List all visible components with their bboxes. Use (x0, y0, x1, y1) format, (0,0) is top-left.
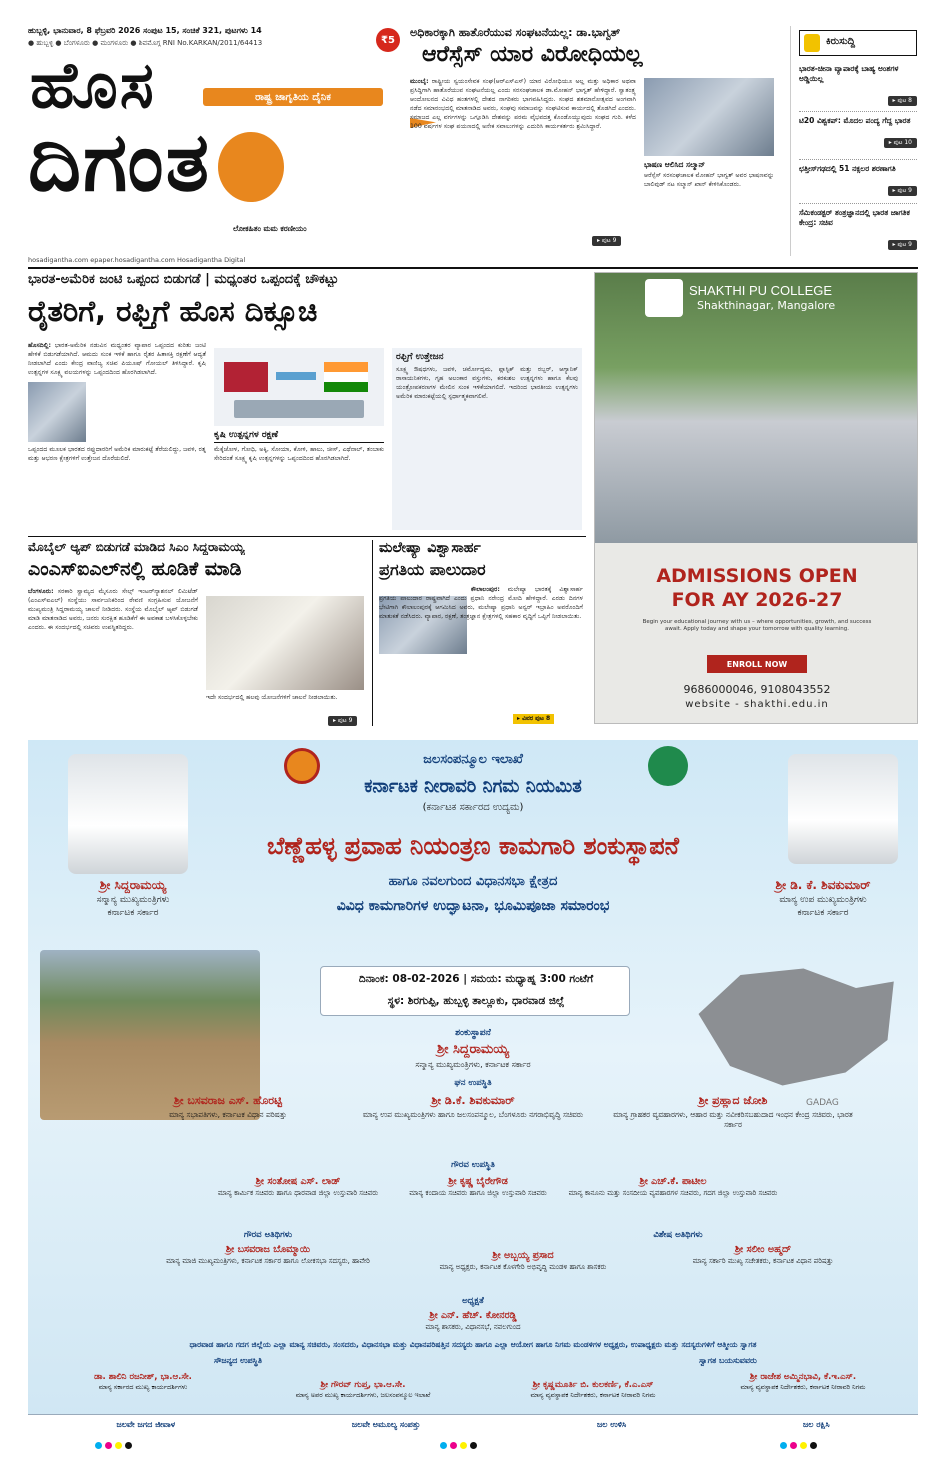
malaysia-headline: ಪ್ರಗತಿಯ ಪಾಲುದಾರ (379, 560, 486, 579)
ghana-guest: ಶ್ರೀ ಪ್ರಹ್ಲಾದ ಜೋಶಿ ಮಾನ್ಯ ಗ್ರಾಹಕರ ವ್ಯವಹಾರಗಳು, ಆಹಾರ ಮತ್ತು ನವೀಕರಿಸಬಹುದಾದ ಇಂಧನ ಕೇಂದ್ರ ಸಚಿವರು, ಭಾರತ ಸರ್ಕಾರ (613, 1094, 853, 1129)
enroll-button[interactable]: ENROLL NOW (707, 655, 807, 673)
ghana-label: ಘನ ಉಪಸ್ಥಿತಿ (454, 1078, 492, 1088)
registration-marks-left (95, 1442, 132, 1449)
trade-story (28, 272, 586, 534)
rss-kicker: ಅಧಿಕಾರಕ್ಕಾಗಿ ಹಾತೊರೆಯುವ ಸಂಘಟನೆಯಲ್ಲ: ಡಾ.ಭಾಗ್ವತ್ (410, 26, 621, 39)
editions: ● ಹುಬ್ಬಳ್ಳಿ ● ಬೆಂಗಳೂರು ● ಮಂಗಳೂರು ● ಶಿವಮೊಗ್ಗ RNI No.KARKAN/2011/64413 (28, 39, 263, 47)
dcm-portrait (788, 754, 898, 864)
kirusuddi-item[interactable]: ಸೆಮಿಕಂಡಕ್ಟರ್ ತಂತ್ರಜ್ಞಾನದಲ್ಲಿ ಭಾರತ ಜಾಗತಿಕ ಕೇಂದ್ರ: ಸಚಿವ ▸ ಪುಟ 9 (799, 204, 917, 256)
kirusuddi-box (790, 26, 918, 256)
invite-line: ಧಾರವಾಡ ಹಾಗೂ ಗದಗ ಜಿಲ್ಲೆಯ ಎಲ್ಲಾ ಮಾನ್ಯ ಸಚಿವರು, ಸಂಸದರು, ವಿಧಾನಸಭಾ ಮತ್ತು ವಿಧಾನಪರಿಷತ್ತಿನ ಸದಸ್ಯರು ಹಾಗೂ ಎಲ್ಲಾ ಆಯೋಗ ಹಾಗೂ ನಿಗಮ ಮಂಡಳಿಗಳ ಅಧ್ಯಕ್ಷರು, ಉಪಾಧ್ಯಕ್ಷರು ಮತ್ತು ಸದಸ್ಯರುಗಳಿಗೆ ಆತ್ಮೀಯ ಸ್ವಾಗತ (189, 1340, 757, 1349)
ghana-guest: ಶ್ರೀ ಡಿ.ಕೆ. ಶಿವಕುಮಾರ್ ಮಾನ್ಯ ಉಪ ಮುಖ್ಯಮಂತ್ರಿಗಳು ಹಾಗೂ ಜಲಸಂಪನ್ಮೂಲ, ಬೆಂಗಳೂರು ನಗರಾಭಿವೃದ್ಧಿ ಸಚಿವರು (362, 1094, 584, 1119)
official-left: ಶ್ರೀ ಗೌರವ್ ಗುಪ್ತ, ಭಾ.ಆ.ಸೇ. ಮಾನ್ಯ ಅಪರ ಮುಖ್ಯ ಕಾರ್ಯದರ್ಶಿಗಳು, ಜಲಸಂಪನ್ಮೂಲ ಇಲಾಖೆ (295, 1380, 431, 1399)
agri-box-head: ಕೃಷಿ ಉತ್ಪನ್ನಗಳ ರಕ್ಷಣೆ (214, 430, 384, 443)
ad-footer (28, 1414, 918, 1435)
truck-icon (234, 400, 364, 418)
price-badge: ₹5 (376, 28, 400, 52)
msil-headline: ಎಂಎಸ್‌ಐಎಲ್‌ನಲ್ಲಿ ಹೂಡಿಕೆ ಮಾಡಿ (28, 558, 242, 580)
gaurava-guest: ಶ್ರೀ ಎಚ್.ಕೆ. ಪಾಟೀಲ ಮಾನ್ಯ ಕಾನೂನು ಮತ್ತು ಸಂಸದೀಯ ವ್ಯವಹಾರಗಳ ಸಚಿವರು, ಗದಗ ಜಿಲ್ಲಾ ಉಸ್ತುವಾರಿ ಸಚಿವರು (568, 1176, 778, 1197)
msil-page-ref[interactable]: ▸ ಪುಟ 9 (328, 716, 357, 726)
us-container (224, 362, 268, 392)
event-info-box (320, 966, 630, 1016)
atithi-label: ಗೌರವ ಅತಿಥಿಗಳು (243, 1230, 293, 1240)
main-title: ಬೆಣ್ಣೆಹಳ್ಳ ಪ್ರವಾಹ ನಿಯಂತ್ರಣ ಕಾಮಗಾರಿ ಶಂಕುಸ್ಥಾಪನೆ (267, 832, 679, 860)
rss-body (410, 78, 636, 248)
kirusuddi-list (799, 64, 917, 256)
title-top: ಹೊಸ (30, 49, 156, 123)
malaysia-body: ಕೌಲಾಲಂಪುರ: ಮಲೇಷ್ಯಾ ಭಾರತಕ್ಕೆ ವಿಶ್ವಾಸಾರ್ಹ ಪ್ರಗತಿಯ ಪಾಲುದಾರ ರಾಷ್ಟ್ರವಾಗಿದೆ ಎಂದು ಪ್ರಧಾನಿ ನರೇಂದ್ರ ಮೋದಿ ಹೇಳಿದ್ದಾರೆ. ಎರಡು ದಿನಗಳ ಭೇಟಿಗಾಗಿ ಕೌಲಾಲಂಪುರಕ್ಕೆ ಆಗಮಿಸಿದ ಅವರು, ಮಲೇಷ್ಯಾ ಪ್ರಧಾನಿ ಅನ್ವರ್ ಇಬ್ರಾಹಿಂ ಅವರೊಂದಿಗೆ ಮಾತುಕತೆ ನಡೆಸಿದರು. ವ್ಯಾಪಾರ, ರಕ್ಷಣೆ, ತಂತ್ರಜ್ಞಾನ ಕ್ಷೇತ್ರಗಳಲ್ಲಿ ಸಹಕಾರ ವೃದ್ಧಿಗೆ ಒಪ್ಪಿಗೆ ನೀಡಲಾಯಿತು. (379, 586, 583, 620)
adhyaksha-guest: ಶ್ರೀ ಎನ್. ಹೆಚ್. ಕೋನರಡ್ಡಿ ಮಾನ್ಯ ಶಾಸಕರು, ವಿಧಾನಸಭೆ, ನವಲಗುಂದ (425, 1310, 521, 1331)
sannidhya-label: ಸೌಜನ್ಯದ ಉಪಸ್ಥಿತಿ (214, 1356, 262, 1365)
dcm-name: ಶ್ರೀ ಡಿ. ಕೆ. ಶಿವಕುಮಾರ್ (775, 878, 871, 892)
shanku-role: ಸನ್ಮಾನ್ಯ ಮುಖ್ಯಮಂತ್ರಿಗಳು, ಕರ್ನಾಟಕ ಸರ್ಕಾರ (415, 1060, 531, 1069)
masthead (28, 26, 398, 241)
adhyaksha-label: ಅಧ್ಯಕ್ಷತೆ (462, 1296, 484, 1306)
agri-box-body: ಮೆಕ್ಕೆಜೋಳ, ಗೋಧಿ, ಅಕ್ಕಿ, ಸೋಯಾ, ಕೋಳಿ, ಹಾಲು, ಚೀಸ್, ಎಥೆನಾಲ್, ತಂಬಾಕು ಸೇರಿದಂತೆ ಸೂಕ್ಷ್ಮ ಕೃಷಿ ಉತ್ಪನ್ನಗಳನ್ನು ಒಪ್ಪಂದದಿಂದ ಹೊರಗಿಡಲಾಗಿದೆ. (214, 446, 384, 462)
gaurava-guest: ಶ್ರೀ ಕೃಷ್ಣ ಬೈರೇಗೌಡ ಮಾನ್ಯ ಕಂದಾಯ ಸಚಿವರು ಹಾಗೂ ಜಿಲ್ಲಾ ಉಸ್ತುವಾರಿ ಸಚಿವರು (409, 1176, 547, 1197)
admissions-title: ADMISSIONS OPEN (656, 565, 858, 587)
sub-title-2: ವಿವಿಧ ಕಾಮಗಾರಿಗಳ ಉದ್ಘಾಟನಾ, ಭೂಮಿಪೂಜಾ ಸಮಾರಂಭ (336, 898, 610, 914)
official-right: ಶ್ರೀ ಕೃಷ್ಣಮೂರ್ತಿ ಬಿ. ಕುಲಕರ್ಣಿ, ಕೆ.ಎ.ಎಸ್ ಮಾನ್ಯ ವ್ಯವಸ್ಥಾಪಕ ನಿರ್ದೇಶಕರು, ಕರ್ನಾಟಕ ನೀರಾವರಿ ನಿಗಮ (530, 1380, 656, 1399)
admissions-year: FOR AY 2026-27 (671, 589, 843, 611)
map-label: GADAG (806, 1098, 839, 1108)
arrow-icon (276, 372, 316, 380)
kirusuddi-item[interactable]: ಟಿ20 ವಿಶ್ವಕಪ್: ಮೊದಲ ಪಂದ್ಯ ಗೆದ್ದ ಭಾರತ ▸ ಪುಟ 10 (799, 112, 917, 160)
vishesha-label: ವಿಶೇಷ ಅತಿಥಿಗಳು (653, 1230, 703, 1240)
shakthi-ad[interactable] (594, 272, 918, 724)
sub-title-1: ಹಾಗೂ ನವಲಗುಂದ ವಿಧಾನಸಭಾ ಕ್ಷೇತ್ರದ (388, 874, 558, 889)
tagline: ರಾಷ್ಟ್ರ ಜಾಗೃತಿಯ ದೈನಿಕ (203, 88, 383, 106)
msil-body: ಬೆಂಗಳೂರು: ಸರಕಾರಿ ಸ್ವಾಮ್ಯದ ಮೈಸೂರು ಸೇಲ್ಸ್ ಇಂಟರ್‌ನ್ಯಾಶನಲ್ ಲಿಮಿಟೆಡ್ (ಎಂಎಸ್‌ಐಎಲ್) ಸಂಸ್ಥೆಯು ಸಾರ್ವಜನಿಕರಿಂದ ಠೇವಣಿ ಸಂಗ್ರಹಿಸುವ ಯೋಜನೆಗೆ ಮುಖ್ಯಮಂತ್ರಿ ಸಿದ್ದರಾಮಯ್ಯ ಚಾಲನೆ ನೀಡಿದರು. ಸಂಸ್ಥೆಯ ಮೊಬೈಲ್ ಆ್ಯಪ್ ಬಿಡುಗಡೆ ಮಾಡಿ ಮಾತನಾಡಿದ ಅವರು, ಜನರು ಸುರಕ್ಷಿತ ಹೂಡಿಕೆಗೆ ಈ ಅವಕಾಶ ಬಳಸಿಕೊಳ್ಳಬೇಕು ಎಂದರು. ಈ ಸಂದರ್ಭದಲ್ಲಿ ಸಚಿವರು ಉಪಸ್ಥಿತರಿದ್ದರು. (28, 588, 198, 631)
cm-app-launch-photo (206, 596, 364, 690)
rss-headline: ಆರೆಸ್ಸೆಸ್ ಯಾರ ವಿರೋಧಿಯಲ್ಲ (422, 42, 643, 67)
export-box (392, 348, 582, 530)
kirusuddi-item[interactable]: ಛತ್ತೀಸ್‌ಗಢದಲ್ಲಿ 51 ನಕ್ಸಲರ ಶರಣಾಗತಿ ▸ ಪುಟ 9 (799, 160, 917, 204)
lead-story-rss (402, 26, 782, 254)
dcm-govt: ಕರ್ನಾಟಕ ಸರ್ಕಾರ (797, 908, 849, 918)
rss-photo-caption-head: ಭಾಷಣ ಆಲಿಸಿದ ಸಲ್ಮಾನ್ (644, 160, 706, 169)
official-left: ಡಾ. ಶಾಲಿನಿ ರಜನೀಶ್, ಭಾ.ಆ.ಸೇ. ಮಾನ್ಯ ಸರ್ಕಾರದ ಮುಖ್ಯ ಕಾರ್ಯದರ್ಶಿಗಳು (94, 1372, 192, 1391)
goyal-photo (28, 382, 86, 442)
footer-slogan: ಜಲವೇ ಅಮೂಲ್ಯ ಸಂಪತ್ತು (351, 1420, 421, 1429)
college-blurb: Begin your educational journey with us – where opportunities, growth, and success await. Apply today and shape your tomorrow with quality learning. (642, 619, 872, 633)
cm-govt: ಕರ್ನಾಟಕ ಸರ್ಕಾರ (107, 908, 159, 918)
centre-guest: ಶ್ರೀ ಅಬ್ಬಯ್ಯ ಪ್ರಸಾದ ಮಾನ್ಯ ಅಧ್ಯಕ್ಷರು, ಕರ್ನಾಟಕ ಕೊಳಗೇರಿ ಅಭಿವೃದ್ಧಿ ಮಂಡಳಿ ಹಾಗೂ ಶಾಸಕರು (439, 1250, 607, 1271)
hand-icon (804, 34, 820, 52)
college-location: Shakthinagar, Mangalore (697, 299, 836, 312)
cm-role: ಸನ್ಮಾನ್ಯ ಮುಖ್ಯಮಂತ್ರಿಗಳು (96, 895, 170, 905)
india-container (324, 362, 368, 392)
trade-dateline: ಹೊಸದಿಲ್ಲಿ: (28, 342, 51, 349)
agri-box (214, 430, 384, 530)
footer-slogan: ಜಲ ರಕ್ಷಿಸಿ (802, 1420, 830, 1429)
rss-body-text: ರಾಷ್ಟ್ರೀಯ ಸ್ವಯಂಸೇವಕ ಸಂಘ(ಆರ್‌ಎಸ್‌ಎಸ್) ಯಾರ ವಿರೋಧಿಯೂ ಅಲ್ಲ ಮತ್ತು ಅಧಿಕಾರ ಅಥವಾ ಪ್ರಸಿದ್ಧಿಗಾಗಿ ಹಾತೊರೆಯುವ ಸಂಘಟನೆಯಲ್ಲ ಎಂದು ಸರಸಂಘಚಾಲಕ ಡಾ.ಮೋಹನ್ ಭಾಗ್ವತ್ ಹೇಳಿದ್ದಾರೆ. ಸ್ವಾತಂತ್ರ್ಯ ಆಂದೋಲನದ ವಿವಿಧ ಹಂತಗಳಲ್ಲಿ ದೇಶದ ನಾಗರಿಕರು ಭಾಗವಹಿಸಿದ್ದರು. ಸಂಘದ ಶತಮಾನೋತ್ಸವದ ಅಂಗವಾಗಿ ನಡೆದ ಸಮಾರಂಭದಲ್ಲಿ ಮಾತನಾಡಿದ ಅವರು, ಸಂಘವು ಸಮಾಜವನ್ನು ಸಂಘಟಿಸುವ ಕಾರ್ಯದಲ್ಲಿ ತೊಡಗಿದೆ ಎಂದರು. ಸಮಾಜದ ಎಲ್ಲ ವರ್ಗಗಳನ್ನು ಒಗ್ಗೂಡಿಸಿ ದೇಶವನ್ನು ಪರಮ ವೈಭವದತ್ತ ಕೊಂಡೊಯ್ಯುವುದು ಸಂಘದ ಗುರಿ. ಕಳೆದ 100 ವರ್ಷಗಳ ಸಂಘ ಪಯಣದಲ್ಲಿ ಅನೇಕ ಸವಾಲುಗಳನ್ನು ಎದುರಿಸಿ ಕಾರ್ಯಕರ್ತರು ಶ್ರಮಿಸಿದ್ದಾರೆ. (410, 78, 636, 130)
kirusuddi-item[interactable]: ಭಾರತ-ಚೀನಾ ವ್ಯಾಪಾರಕ್ಕೆ ಬಾಹ್ಯ ಅಂಶಗಳ ಅಡ್ಡಿಯಿಲ್ಲ ▸ ಪುಟ 8 (799, 64, 917, 112)
footer-slogan: ಜಲ ಉಳಿಸಿ (596, 1420, 627, 1429)
college-phones: 9686000046, 9108043552 (683, 683, 831, 696)
malaysia-page-ref[interactable]: ▸ ವಿವರ ಪುಟ 8 (513, 714, 554, 724)
corp-sub: (ಕರ್ನಾಟಕ ಸರ್ಕಾರದ ಉದ್ಯಮ) (422, 802, 524, 813)
footer-slogan: ಜಲವೇ ಜಗದ ಜೀವಾಳ (116, 1420, 176, 1429)
msil-story (28, 540, 366, 726)
dcm-role: ಮಾನ್ಯ ಉಪ ಮುಖ್ಯಮಂತ್ರಿಗಳು (779, 895, 867, 905)
shanku-name: ಶ್ರೀ ಸಿದ್ದರಾಮಯ್ಯ (437, 1042, 509, 1057)
masthead-divider (28, 267, 918, 269)
motto: ಲೋಕಹಿತಂ ಮಮ ಕರಣೀಯಂ (233, 224, 307, 233)
shanku-label: ಶಂಕುಸ್ಥಾಪನೆ (455, 1028, 491, 1038)
export-box-body: ಸೂಕ್ಷ್ಮ ಔಷಧಗಳು, ಜವಳಿ, ಚರ್ಮೋದ್ಯಮ, ಪ್ಲಾಸ್ಟಿಕ್ ಮತ್ತು ರಬ್ಬರ್, ಆಗ್ಯಾನಿಕ್ ರಾಸಾಯನಿಕಗಳು, ಗೃಹ ಅಲಂಕಾರ ವಸ್ತುಗಳು, ಕರಕುಶಲ ಉತ್ಪನ್ನಗಳು ಹಾಗೂ ಕೆಲವು ಯಂತ್ರೋಪಕರಣಗಳ ಮೇಲಿನ ಸುಂಕ ಇಳಿಕೆಯಾಗಲಿದೆ. ಇದರಿಂದ ಭಾರತೀಯ ಉತ್ಪನ್ನಗಳು ಅಮೆರಿಕ ಮಾರುಕಟ್ಟೆಯಲ್ಲಿ ಸ್ಪರ್ಧಾತ್ಮಕವಾಗಲಿವೆ. (396, 366, 578, 400)
bhagwat-photo (644, 78, 774, 156)
kirusuddi-title: ಕಿರುಸುದ್ದಿ (826, 36, 856, 47)
college-logo (645, 279, 683, 317)
msil-caption: ಇದೇ ಸಂದರ್ಭದಲ್ಲಿ ಹಲವು ಯೋಜನೆಗಳಿಗೆ ಚಾಲನೆ ನೀಡಲಾಯಿತು. (206, 694, 338, 701)
rss-photo-caption: ಆರೆಸ್ಸೆಸ್ ಸರಸಂಘಚಾಲಕ ಮೋಹನ್ ಭಾಗ್ವತ್ ಅವರ ಭಾಷಣವನ್ನು ಬಾಲಿವುಡ್ ನಟ ಸಲ್ಮಾನ್ ಖಾನ್ ಕೇಳಿಸಿಕೊಂಡರು. (644, 172, 774, 188)
malaysia-kicker: ಮಲೇಷ್ಯಾ ವಿಶ್ವಾಸಾರ್ಹ (379, 540, 481, 556)
web-links[interactable]: hosadigantha.com epaper.hosadigantha.com Hosadigantha Digital (28, 256, 246, 264)
cm-name: ಶ್ರೀ ಸಿದ್ದರಾಮಯ್ಯ (99, 878, 167, 892)
india-map-logo (218, 132, 284, 202)
college-name: SHAKTHI PU COLLEGE (689, 283, 833, 298)
atithi-guest: ಶ್ರೀ ಬಸವರಾಜ ಬೊಮ್ಮಾಯಿ ಮಾನ್ಯ ಮಾಜಿ ಮುಖ್ಯಮಂತ್ರಿಗಳು, ಕರ್ನಾಟಕ ಸರ್ಕಾರ ಹಾಗೂ ಲೋಕಸಭಾ ಸದಸ್ಯರು, ಹಾವೇರಿ (166, 1244, 370, 1265)
rss-page-ref[interactable]: ▸ ಪುಟ 9 (592, 236, 621, 246)
trade-headline: ರೈತರಿಗೆ, ರಫ್ತಿಗೆ ಹೊಸ ದಿಕ್ಸೂಚಿ (28, 294, 318, 328)
event-date: ದಿನಾಂಕ: 08-02-2026 | ಸಮಯ: ಮಧ್ಯಾಹ್ನ 3:00 ಗಂಟೆಗೆ (358, 973, 594, 985)
trade-kicker: ಭಾರತ-ಅಮೆರಿಕ ಜಂಟಿ ಒಪ್ಪಂದ ಬಿಡುಗಡೆ | ಮಧ್ಯಂತರ ಒಪ್ಪಂದಕ್ಕೆ ಚೌಕಟ್ಟು (28, 272, 339, 287)
trade-graphic (214, 348, 384, 426)
irrigation-ad (28, 740, 918, 1435)
district-map (688, 962, 898, 1092)
ghana-guest: ಶ್ರೀ ಬಸವರಾಜ ಎಸ್. ಹೊರಟ್ಟಿ ಮಾನ್ಯ ಸಭಾಪತಿಗಳು, ಕರ್ನಾಟಕ ವಿಧಾನ ಪರಿಷತ್ತು (169, 1094, 287, 1119)
vishesha-guest: ಶ್ರೀ ಸಲೀಂ ಅಹ್ಮದ್ ಮಾನ್ಯ ಸರ್ಕಾರಿ ಮುಖ್ಯ ಸಚೇತಕರು, ಕರ್ನಾಟಕ ವಿಧಾನ ಪರಿಷತ್ತು (692, 1244, 834, 1265)
dept-name: ಜಲಸಂಪನ್ಮೂಲ ಇಲಾಖೆ (423, 752, 523, 767)
corp-name: ಕರ್ನಾಟಕ ನೀರಾವರಿ ನಿಗಮ ನಿಯಮಿತ (364, 776, 582, 797)
title-bottom: ದಿಗಂತ (28, 115, 212, 210)
registration-marks-mid (440, 1442, 477, 1449)
college-website[interactable]: website - shakthi.edu.in (685, 699, 829, 710)
event-venue: ಸ್ಥಳ: ಶಿರಗುಪ್ಪಿ, ಹುಬ್ಬಳ್ಳಿ ತಾಲ್ಲೂಕು, ಧಾರವಾಡ ಜಿಲ್ಲೆ (387, 995, 565, 1007)
trade-divider (28, 536, 586, 537)
rss-dateline: ಮುಂಬೈ: (410, 78, 429, 85)
official-right: ಶ್ರೀ ರಾಜೇಶ ಅಮ್ಮಿನಭಾವಿ, ಕೆ.ಇ.ಎಸ್. ಮಾನ್ಯ ವ್ಯವಸ್ಥಾಪಕ ನಿರ್ದೇಶಕರು, ಕರ್ನಾಟಕ ನೀರಾವರಿ ನಿಗಮ (740, 1372, 866, 1391)
campus-photo (595, 273, 918, 543)
msil-kicker: ಮೊಬೈಲ್ ಆ್ಯಪ್ ಬಿಡುಗಡೆ ಮಾಡಿದ ಸಿಎಂ ಸಿದ್ದರಾಮಯ್ಯ (28, 540, 245, 554)
trade-body-col: ಹೊಸದಿಲ್ಲಿ: ಭಾರತ-ಅಮೆರಿಕ ನಡುವಿನ ಮಧ್ಯಂತರ ವ್ಯಾಪಾರ ಒಪ್ಪಂದದ ಕುರಿತು ಜಂಟಿ ಹೇಳಿಕೆ ಬಿಡುಗಡೆಯಾಗಿದೆ. ಆಮದು ಸುಂಕ ಇಳಿಕೆ ಹಾಗೂ ರೈತರ ಹಿತಾಸಕ್ತಿ ರಕ್ಷಣೆಗೆ ಆದ್ಯತೆ ನೀಡಲಾಗಿದೆ ಎಂದು ಕೇಂದ್ರ ವಾಣಿಜ್ಯ ಸಚಿವ ಪಿಯೂಷ್ ಗೋಯಲ್ ತಿಳಿಸಿದ್ದಾರೆ. ಕೃಷಿ ಉತ್ಪನ್ನಗಳ ಸೂಕ್ಷ್ಮ ವಲಯಗಳನ್ನು ಒಪ್ಪಂದದಿಂದ ಹೊರಗಿಡಲಾಗಿದೆ. ಒಪ್ಪಂದದ ಮೂಲಕ ಭಾರತದ ರಫ್ತುದಾರರಿಗೆ ಅಮೆರಿಕ ಮಾರುಕಟ್ಟೆ ತೆರೆಯಲಿದ್ದು, ಜವಳಿ, ರತ್ನ ಮತ್ತು ಆಭರಣ ಕ್ಷೇತ್ರಗಳಿಗೆ ಉತ್ತೇಜನ ದೊರೆಯಲಿದೆ. (28, 342, 206, 462)
malaysia-story (372, 540, 586, 726)
gaurava-label: ಗೌರವ ಉಪಸ್ಥಿತಿ (451, 1160, 495, 1170)
gaurava-guest: ಶ್ರೀ ಸಂತೋಷ ಎಸ್. ಲಾಡ್ ಮಾನ್ಯ ಕಾರ್ಮಿಕ ಸಚಿವರು ಹಾಗೂ ಧಾರವಾಡ ಜಿಲ್ಲಾ ಉಸ್ತುವಾರಿ ಸಚಿವರು (217, 1176, 379, 1197)
export-box-head: ರಫ್ತಿಗೆ ಉತ್ತೇಜನ (396, 352, 444, 362)
swagata-label: ಸ್ವಾಗತ ಬಯಸುವವರು (699, 1356, 757, 1365)
kirusuddi-header (799, 30, 917, 56)
registration-marks-right (780, 1442, 817, 1449)
dateline: ಹುಬ್ಬಳ್ಳಿ, ಭಾನುವಾರ, 8 ಫೆಬ್ರವರಿ 2026 ಸಂಪುಟ 15, ಸಂಚಿಕೆ 321, ಪುಟಗಳು 14 (28, 26, 262, 35)
